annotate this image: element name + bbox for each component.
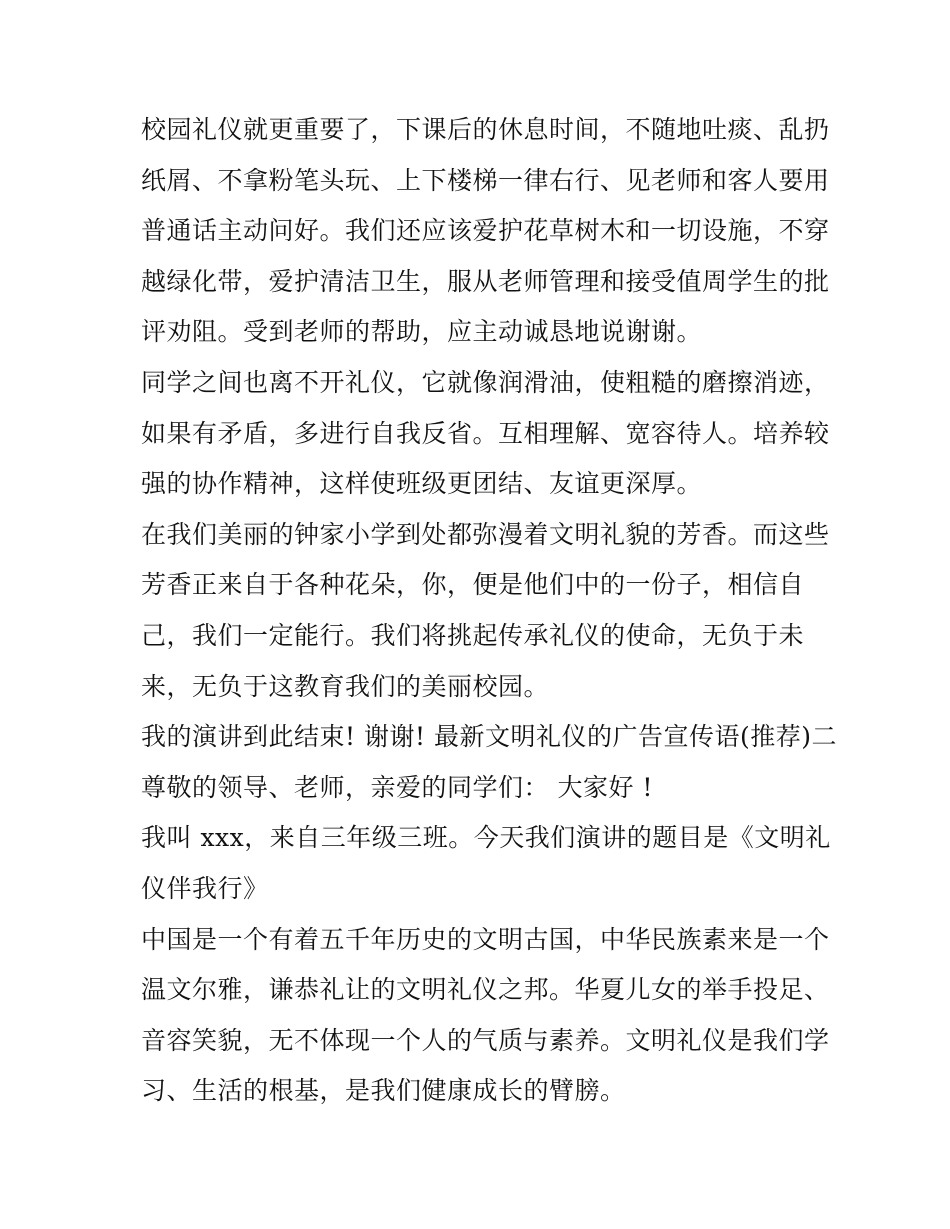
text-line: 习、生活的根基，是我们健康成长的臂膀。 <box>141 1076 626 1106</box>
text-line: 音容笑貌，无不体现一个人的气质与素养。文明礼仪是我们学 <box>141 1025 830 1055</box>
text-line: 中国是一个有着五千年历史的文明古国，中华民族素来是一个 <box>141 924 830 954</box>
text-line: 普通话主动问好。我们还应该爱护花草树木和一切设施，不穿 <box>141 216 830 246</box>
text-line: 仪伴我行》 <box>141 873 269 903</box>
text-line: 己，我们一定能行。我们将挑起传承礼仪的使命，无负于未 <box>141 620 805 650</box>
text-line: 我叫 xxx，来自三年级三班。今天我们演讲的题目是《文明礼 <box>141 823 831 853</box>
text-line: 如果有矛盾，多进行自我反省。互相理解、宽容待人。培养较 <box>141 418 830 448</box>
text-line: 来，无负于这教育我们的美丽校园。 <box>141 671 550 701</box>
document-body <box>141 105 837 1117</box>
text-line: 校园礼仪就更重要了，下课后的休息时间，不随地吐痰、乱扔 <box>141 115 830 144</box>
text-line: 越绿化带，爱护清洁卫生，服从老师管理和接受值周学生的批 <box>141 266 830 296</box>
text-line: 评劝阻。受到老师的帮助，应主动诚恳地说谢谢。 <box>141 317 703 347</box>
text-line: 芳香正来自于各种花朵，你，便是他们中的一份子，相信自 <box>141 570 805 600</box>
text-line: 在我们美丽的钟家小学到处都弥漫着文明礼貌的芳香。而这些 <box>141 519 830 549</box>
text-line: 强的协作精神，这样使班级更团结、友谊更深厚。 <box>141 469 703 499</box>
text-line: 同学之间也离不开礼仪，它就像润滑油，使粗糙的磨擦消迹， <box>141 367 830 397</box>
text-line: 尊敬的领导、老师，亲爱的同学们： 大家好 ! <box>141 772 653 802</box>
text-line: 纸屑、不拿粉笔头玩、上下楼梯一律右行、见老师和客人要用 <box>141 165 830 195</box>
text-line: 我的演讲到此结束! 谢谢! 最新文明礼仪的广告宣传语(推荐)二 <box>141 722 837 752</box>
text-line: 温文尔雅，谦恭礼让的文明礼仪之邦。华夏儿女的举手投足、 <box>141 975 830 1005</box>
